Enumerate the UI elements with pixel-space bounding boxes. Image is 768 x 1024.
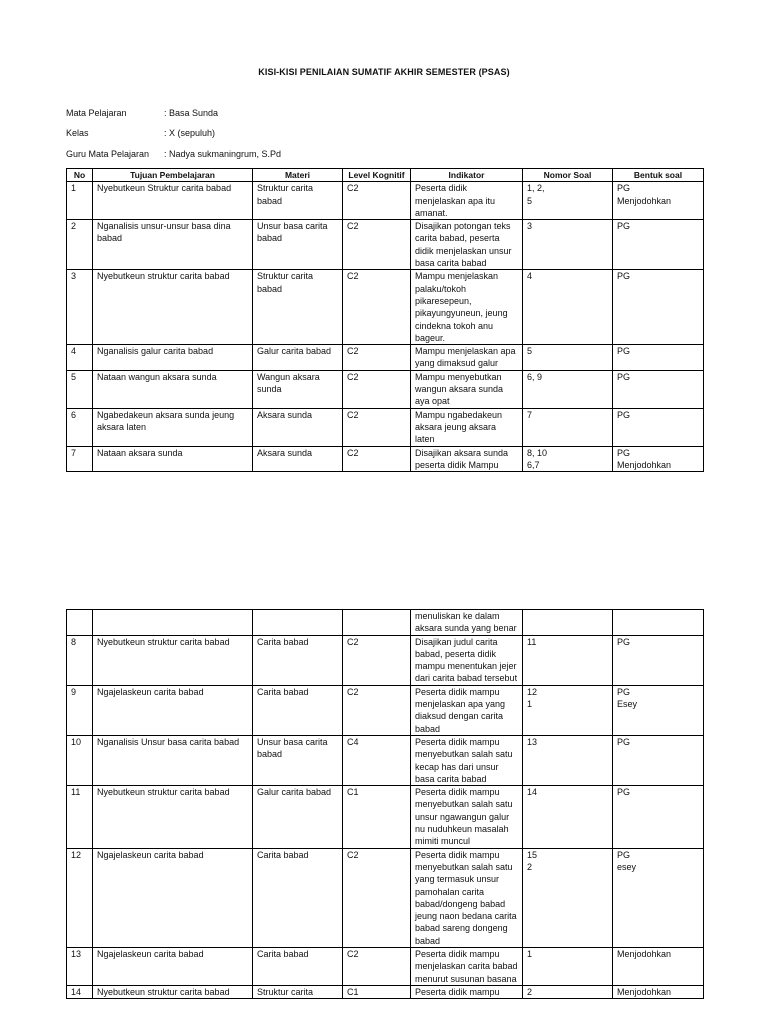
cell-materi: Carita babad: [253, 685, 343, 735]
table-row: [67, 270, 704, 345]
table-body-page-2: [67, 610, 704, 999]
cell-no: 9: [67, 685, 93, 735]
cell-bentuk: PG: [613, 408, 704, 446]
header-materi: Materi: [253, 169, 343, 182]
cell-indikator: Peserta didik mampu menyebutkan salah satu yang termasuk unsur pamohalan carita babad/dongeng babad jeung naon bedana carita babad sareng dongeng babad: [411, 848, 523, 947]
cell-nomor: 14: [523, 786, 613, 848]
cell-nomor: 11: [523, 635, 613, 685]
cell-nomor: 13: [523, 735, 613, 785]
table-row: [67, 220, 704, 270]
cell-nomor: 1: [523, 948, 613, 986]
cell-level: C2: [343, 408, 411, 446]
cell-level: C1: [343, 985, 411, 998]
cell-tujuan: Nganalisis galur carita babad: [93, 345, 253, 371]
cell-level: C2: [343, 270, 411, 345]
cell-bentuk: PG: [613, 220, 704, 270]
cell-no: 11: [67, 786, 93, 848]
cell-bentuk: [613, 610, 704, 636]
cell-materi: Carita babad: [253, 635, 343, 685]
table-row: [67, 848, 704, 947]
cell-indikator: Peserta didik mampu menyebutkan salah satu unsur ngawangun galur nu nuduhkeun masalah mimiti muncul: [411, 786, 523, 848]
meta-subject-value: : Basa Sunda: [164, 108, 219, 118]
header-indikator: Indikator: [411, 169, 523, 182]
cell-indikator: Mampu menyebutkan wangun aksara sunda aya opat: [411, 370, 523, 408]
header-bentuk: Bentuk soal: [613, 169, 704, 182]
header-level: Level Kognitif: [343, 169, 411, 182]
cell-tujuan: Ngabedakeun aksara sunda jeung aksara laten: [93, 408, 253, 446]
cell-materi: Carita babad: [253, 948, 343, 986]
cell-level: C2: [343, 685, 411, 735]
cell-no: [67, 610, 93, 636]
table-row: [67, 948, 704, 986]
cell-tujuan: Nyebutkeun struktur carita babad: [93, 985, 253, 998]
cell-level: C2: [343, 370, 411, 408]
cell-level: C2: [343, 220, 411, 270]
cell-tujuan: Nyebutkeun struktur carita babad: [93, 270, 253, 345]
cell-tujuan: Nyebutkeun struktur carita babad: [93, 786, 253, 848]
cell-no: 8: [67, 635, 93, 685]
cell-tujuan: Nganalisis unsur-unsur basa dina babad: [93, 220, 253, 270]
cell-tujuan: [93, 610, 253, 636]
cell-bentuk: PG Menjodohkan: [613, 446, 704, 472]
cell-no: 5: [67, 370, 93, 408]
cell-nomor: 12 1: [523, 685, 613, 735]
table-body-page-1: [67, 182, 704, 472]
cell-level: C2: [343, 635, 411, 685]
cell-indikator: Disajikan judul carita babad, peserta didik mampu menentukan jejer dari carita babad tersebut: [411, 635, 523, 685]
table-row: [67, 370, 704, 408]
cell-materi: Struktur carita babad: [253, 270, 343, 345]
cell-materi: [253, 610, 343, 636]
cell-tujuan: Nataan wangun aksara sunda: [93, 370, 253, 408]
cell-materi: Wangun aksara sunda: [253, 370, 343, 408]
cell-nomor: 7: [523, 408, 613, 446]
cell-tujuan: Ngajelaskeun carita babad: [93, 685, 253, 735]
cell-bentuk: PG: [613, 635, 704, 685]
table-row: [67, 446, 704, 472]
cell-tujuan: Nyebutkeun Struktur carita babad: [93, 182, 253, 220]
cell-indikator: Peserta didik menjelaskan apa itu amanat.: [411, 182, 523, 220]
cell-no: 12: [67, 848, 93, 947]
meta-class-value: : X (sepuluh): [164, 128, 216, 138]
cell-level: C2: [343, 948, 411, 986]
cell-no: 7: [67, 446, 93, 472]
table-row: [67, 635, 704, 685]
cell-no: 1: [67, 182, 93, 220]
table-row: [67, 685, 704, 735]
meta-teacher-label: Guru Mata Pelajaran: [66, 149, 150, 159]
cell-nomor: 8, 10 6,7: [523, 446, 613, 472]
cell-nomor: 6, 9: [523, 370, 613, 408]
cell-bentuk: PG: [613, 270, 704, 345]
cell-nomor: 4: [523, 270, 613, 345]
table-row: [67, 182, 704, 220]
meta-class-label: Kelas: [66, 128, 89, 138]
cell-materi: Struktur carita: [253, 985, 343, 998]
cell-bentuk: PG: [613, 735, 704, 785]
header-no: No: [67, 169, 93, 182]
cell-level: [343, 610, 411, 636]
cell-no: 4: [67, 345, 93, 371]
cell-indikator: Mampu ngabedakeun aksara jeung aksara laten: [411, 408, 523, 446]
cell-bentuk: Menjodohkan: [613, 985, 704, 998]
cell-level: C2: [343, 446, 411, 472]
cell-nomor: 5: [523, 345, 613, 371]
cell-level: C2: [343, 345, 411, 371]
cell-tujuan: Nataan aksara sunda: [93, 446, 253, 472]
cell-no: 6: [67, 408, 93, 446]
cell-indikator: Disajikan aksara sunda peserta didik Mampu: [411, 446, 523, 472]
cell-no: 14: [67, 985, 93, 998]
cell-indikator: Mampu menjelaskan apa yang dimaksud galur: [411, 345, 523, 371]
cell-level: C2: [343, 848, 411, 947]
cell-nomor: 3: [523, 220, 613, 270]
cell-tujuan: Nyebutkeun struktur carita babad: [93, 635, 253, 685]
cell-no: 10: [67, 735, 93, 785]
cell-bentuk: PG: [613, 345, 704, 371]
cell-bentuk: PG esey: [613, 848, 704, 947]
cell-materi: Aksara sunda: [253, 446, 343, 472]
cell-nomor: [523, 610, 613, 636]
cell-indikator: Peserta didik mampu menyebutkan salah satu kecap has dari unsur basa carita babad: [411, 735, 523, 785]
cell-nomor: 15 2: [523, 848, 613, 947]
table-header-row: [67, 169, 704, 182]
cell-indikator: Peserta didik mampu menjelaskan apa yang diaksud dengan carita babad: [411, 685, 523, 735]
cell-bentuk: PG: [613, 786, 704, 848]
cell-nomor: 2: [523, 985, 613, 998]
cell-materi: Aksara sunda: [253, 408, 343, 446]
table-row: [67, 786, 704, 848]
table-row: [67, 610, 704, 636]
cell-tujuan: Ngajelaskeun carita babad: [93, 948, 253, 986]
cell-bentuk: PG Menjodohkan: [613, 182, 704, 220]
kisi-table-page-1: [66, 168, 704, 472]
header-tujuan: Tujuan Pembelajaran: [93, 169, 253, 182]
meta-subject-label: Mata Pelajaran: [66, 108, 127, 118]
cell-materi: Galur carita babad: [253, 345, 343, 371]
cell-materi: Carita babad: [253, 848, 343, 947]
cell-materi: Galur carita babad: [253, 786, 343, 848]
cell-level: C4: [343, 735, 411, 785]
cell-bentuk: PG: [613, 370, 704, 408]
cell-nomor: 1, 2, 5: [523, 182, 613, 220]
cell-materi: Struktur carita babad: [253, 182, 343, 220]
cell-bentuk: Menjodohkan: [613, 948, 704, 986]
cell-tujuan: Ngajelaskeun carita babad: [93, 848, 253, 947]
header-nomor: Nomor Soal: [523, 169, 613, 182]
cell-no: 13: [67, 948, 93, 986]
cell-indikator: menuliskan ke dalam aksara sunda yang benar: [411, 610, 523, 636]
cell-no: 2: [67, 220, 93, 270]
cell-no: 3: [67, 270, 93, 345]
cell-indikator: Mampu menjelaskan palaku/tokoh pikaresepeun, pikayungyuneun, jeung cindekna tokoh anu bageur.: [411, 270, 523, 345]
cell-tujuan: Nganalisis Unsur basa carita babad: [93, 735, 253, 785]
table-row: [67, 408, 704, 446]
cell-bentuk: PG Esey: [613, 685, 704, 735]
table-row: [67, 735, 704, 785]
cell-materi: Unsur basa carita babad: [253, 220, 343, 270]
table-row: [67, 985, 704, 998]
cell-level: C2: [343, 182, 411, 220]
cell-indikator: Disajikan potongan teks carita babad, peserta didik menjelaskan unsur basa carita babad: [411, 220, 523, 270]
table-row: [67, 345, 704, 371]
kisi-table-page-2: [66, 609, 704, 999]
meta-teacher-value: : Nadya sukmaningrum, S.Pd: [164, 149, 282, 159]
cell-indikator: Peserta didik mampu menjelaskan carita babad menurut susunan basana: [411, 948, 523, 986]
cell-indikator: Peserta didik mampu: [411, 985, 523, 998]
cell-materi: Unsur basa carita babad: [253, 735, 343, 785]
cell-level: C1: [343, 786, 411, 848]
document-title: KISI-KISI PENILAIAN SUMATIF AKHIR SEMESTER (PSAS): [258, 67, 510, 77]
